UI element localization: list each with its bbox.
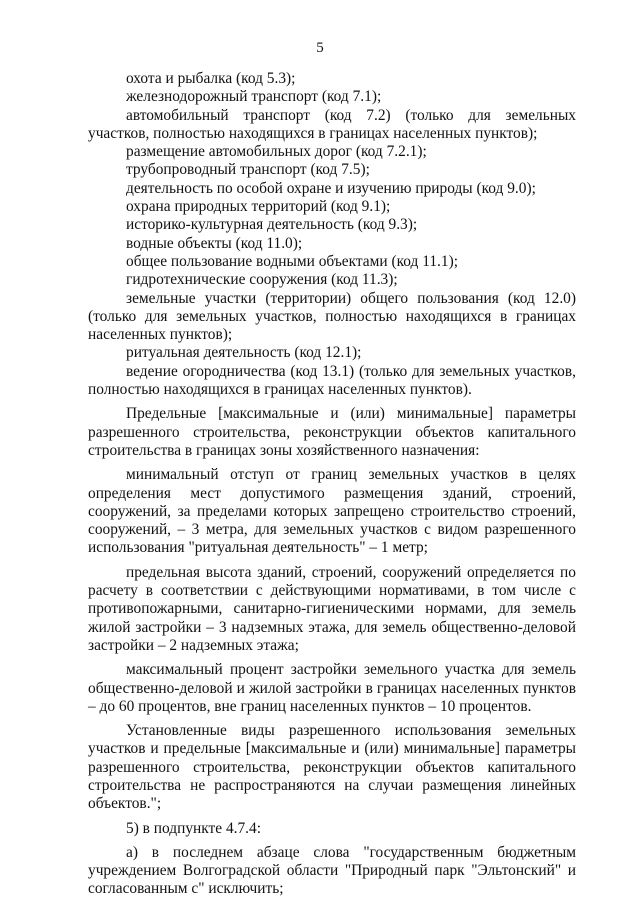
- paragraph-historical-cultural: историко-культурная деятельность (код 9.3);: [126, 216, 418, 234]
- paragraph-limit-parameters: Предельные [максимальные и (или) минимальные] параметры разрешенного строительства, реконструкции объектов капитального строительства в границах зоны хозяйственного назначения:: [88, 405, 576, 459]
- paragraph-railway-transport: железнодорожный транспорт (код 7.1);: [126, 88, 382, 106]
- paragraph-hunting-fishing: охота и рыбалка (код 5.3);: [126, 70, 296, 87]
- paragraph-public-land: земельные участки (территории) общего пользования (код 12.0) (только для земельных участков, полностью находящихся в границах населенных пунктов);: [88, 289, 576, 344]
- paragraph-max-coverage: максимальный процент застройки земельного участка для земель общественно-деловой и жилой застройки в границах населенных пунктов – до 60 процентов, вне границ населенных пунктов – 10 процентов.: [88, 661, 576, 715]
- paragraph-pipeline-transport: трубопроводный транспорт (код 7.5);: [126, 161, 370, 179]
- paragraph-subclause-4-7-4: 5) в подпункте 4.7.4:: [126, 819, 262, 837]
- page-number: 5: [316, 40, 324, 56]
- paragraph-hydraulic-structures: гидротехнические сооружения (код 11.3);: [126, 271, 398, 289]
- document-body: [88, 70, 576, 899]
- paragraph-exclude-words: а) в последнем абзаце слова "государственным бюджетным учреждением Волгоградской области "Природный парк "Эльтонский" и согласованным с" исключить;: [88, 843, 576, 898]
- paragraph-ritual-activity: ритуальная деятельность (код 12.1);: [126, 344, 362, 362]
- paragraph-road-placement: размещение автомобильных дорог (код 7.2.1);: [126, 143, 427, 161]
- paragraph-water-objects: водные объекты (код 11.0);: [126, 234, 303, 252]
- paragraph-road-transport: автомобильный транспорт (код 7.2) (только для земельных участков, полностью находящихся в границах населенных пунктов);: [88, 106, 576, 142]
- paragraph-nature-protection: деятельность по особой охране и изучению природы (код 9.0);: [126, 179, 536, 197]
- paragraph-not-applicable: Установленные виды разрешенного использования земельных участков и предельные [максимальные и (или) минимальные] параметры разрешенного строительства, реконструкции объектов капитального строительства не распространяются на случаи размещения линейных объектов.";: [88, 722, 576, 813]
- paragraph-max-height: предельная высота зданий, строений, сооружений определяется по расчету в соответствии с действующими нормативами, в том числе с противопожарными, санитарно-гигиеническими нормами, для земель жилой застройки – 3 надземных этажа, для земель общественно-деловой застройки – 2 надземных этажа;: [88, 563, 576, 654]
- paragraph-min-setback: минимальный отступ от границ земельных участков в целях определения мест допустимого размещения зданий, строений, сооружений, за пределами которых запрещено строительство строений, сооружений, – 3 метра, для земельных участков с видом разрешенного использования "ритуальная деятельность" – 1 метр;: [88, 466, 576, 557]
- paragraph-gardening: ведение огородничества (код 13.1) (только для земельных участков, полностью находящихся в границах населенных пунктов).: [88, 362, 576, 399]
- paragraph-water-use: общее пользование водными объектами (код 11.1);: [126, 252, 458, 270]
- paragraph-natural-territories: охрана природных территорий (код 9.1);: [126, 198, 391, 216]
